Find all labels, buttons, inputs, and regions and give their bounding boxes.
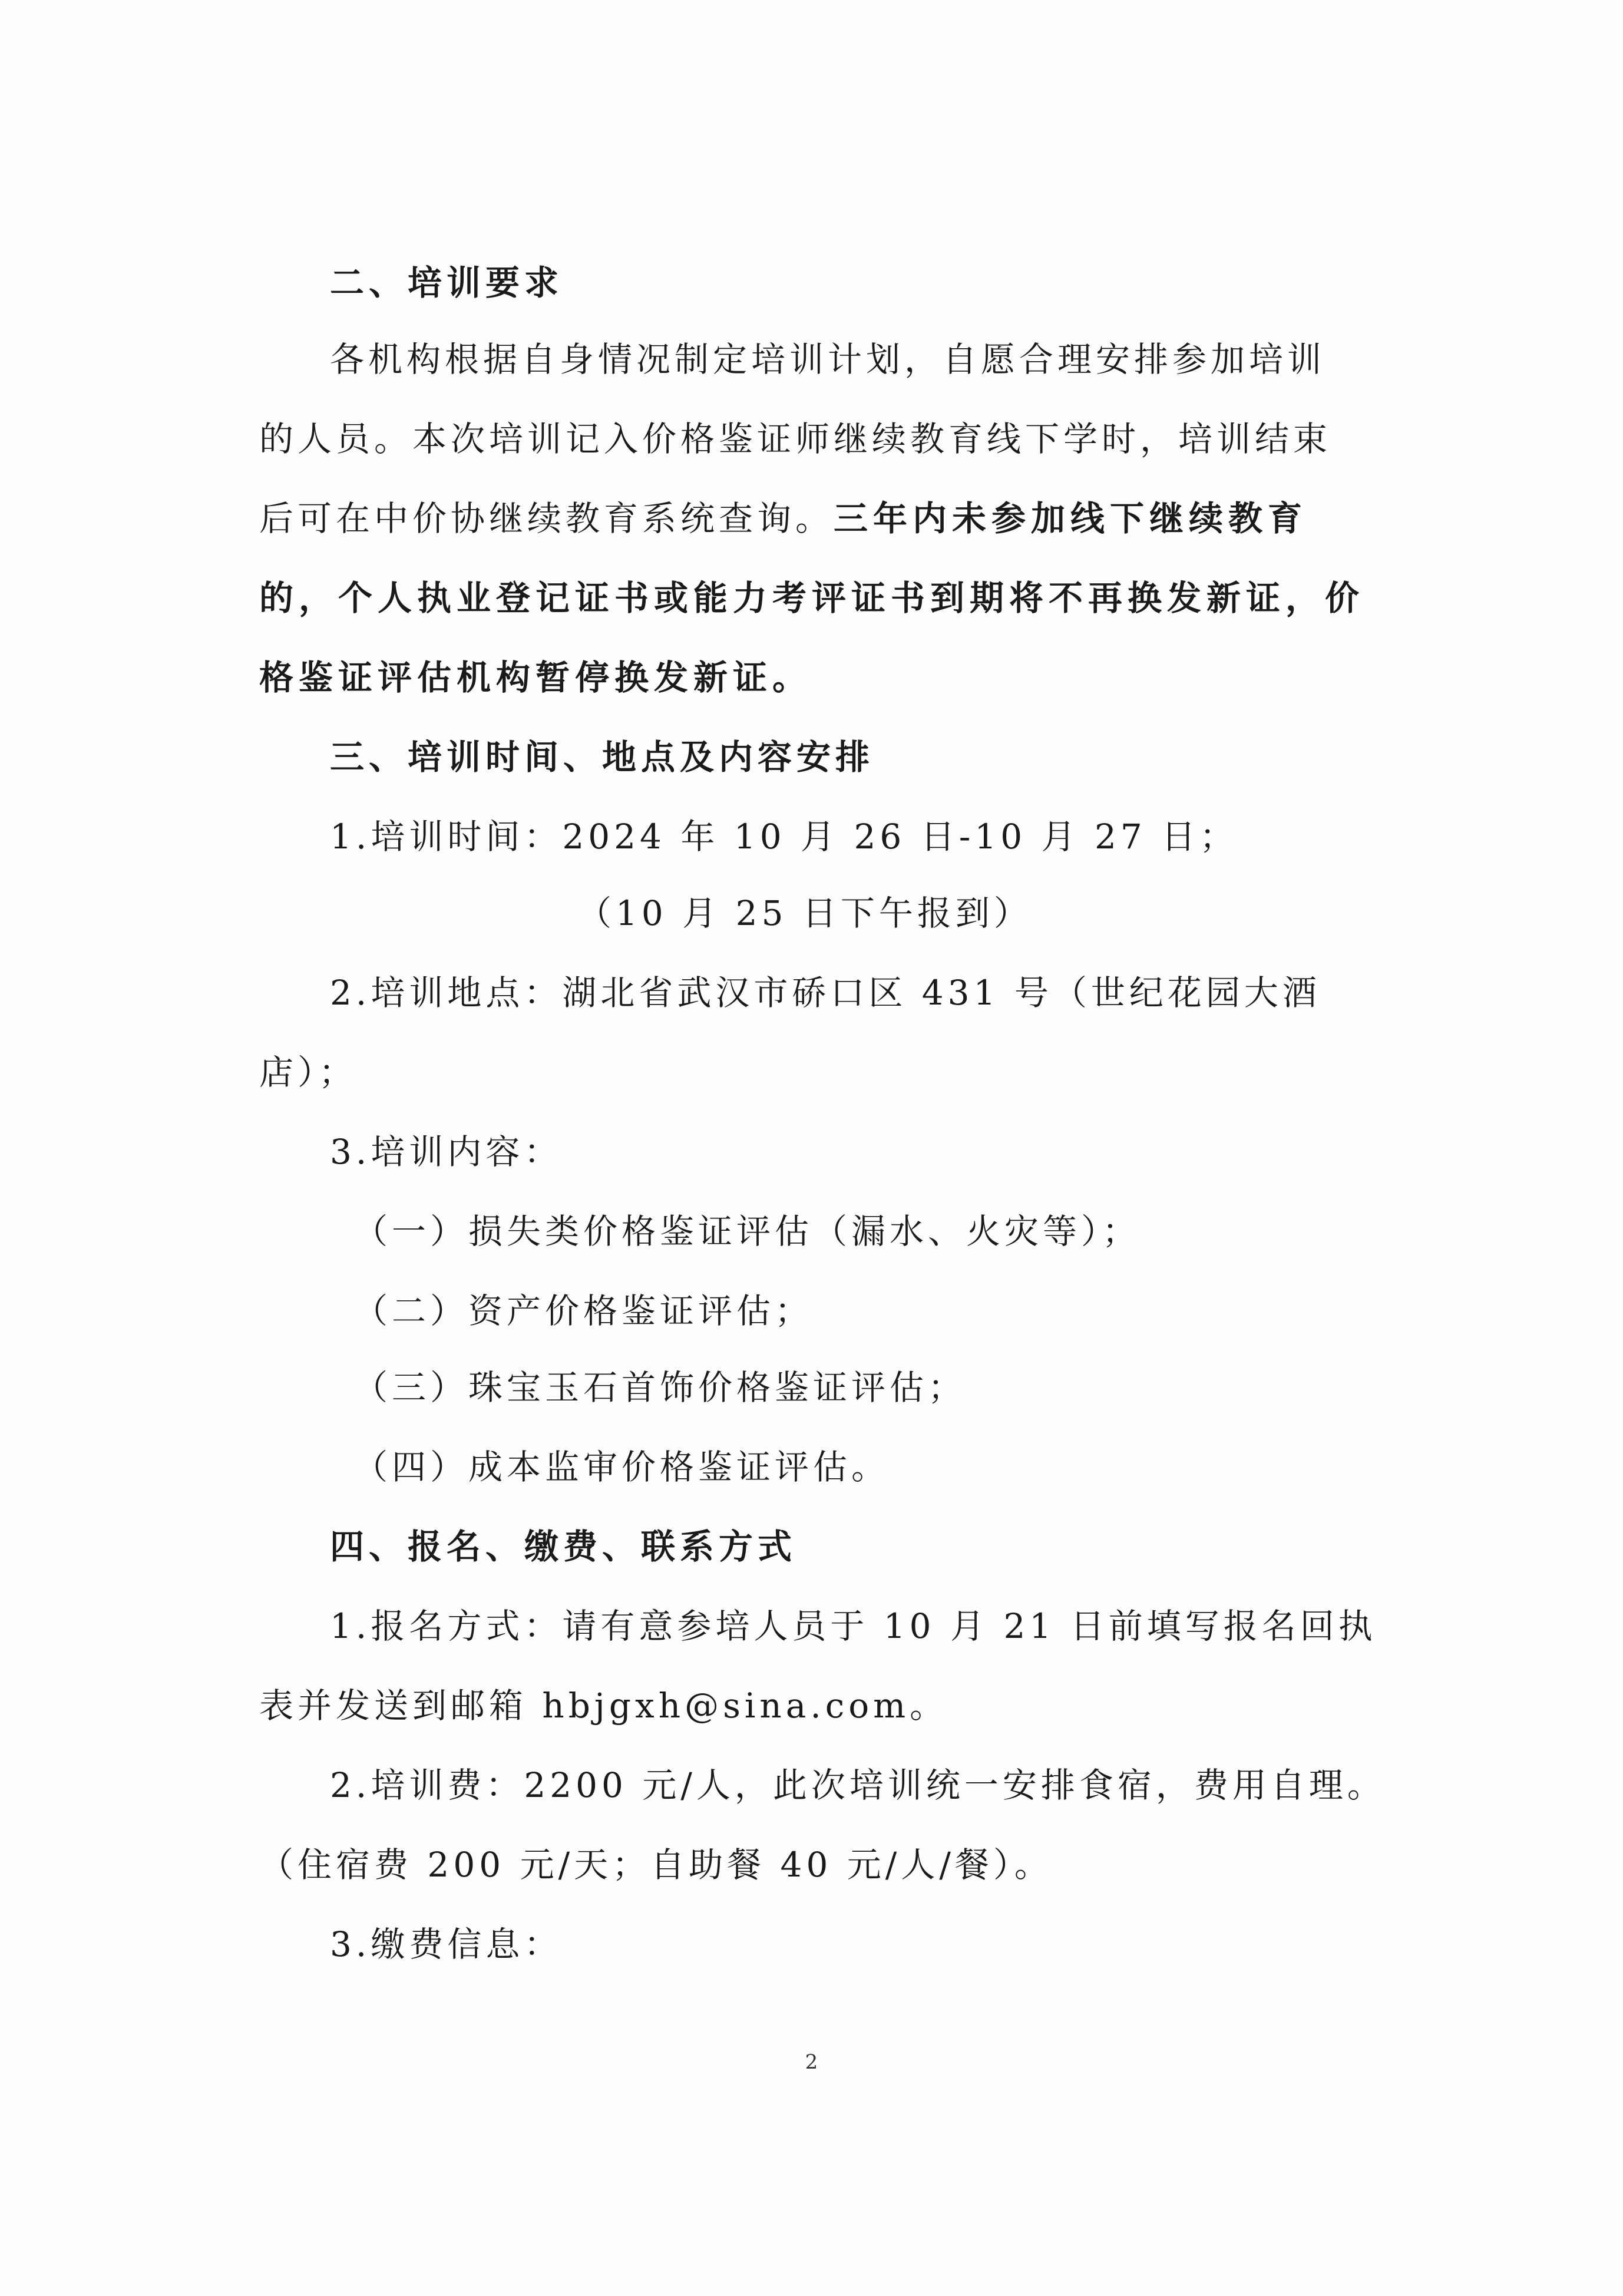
section-heading-training-requirements: 二、培训要求 (330, 263, 564, 303)
content-item: （二）资产价格鉴证评估； (353, 1291, 814, 1331)
paragraph-line: 各机构根据自身情况制定培训计划，自愿合理安排参加培训 (330, 339, 1326, 379)
emphasis-text: 三年内未参加线下继续教育 (834, 498, 1308, 539)
content-item: （一）损失类价格鉴证评估（漏水、火灾等）； (353, 1211, 1141, 1251)
training-fee: 2.培训费：2200 元/人，此次培训统一安排食宿，费用自理。 (330, 1765, 1386, 1805)
paragraph-line: 的人员。本次培训记入价格鉴证师继续教育线下学时，培训结束 (259, 419, 1332, 459)
training-location: 2.培训地点：湖北省武汉市硚口区 431 号（世纪花园大酒 (330, 973, 1321, 1013)
registration-note: （10 月 25 日下午报到） (577, 893, 1032, 933)
training-location-cont: 店）； (259, 1052, 358, 1092)
training-content-label: 3.培训内容： (330, 1132, 563, 1172)
fee-details: （住宿费 200 元/天；自助餐 40 元/人/餐）。 (259, 1845, 1053, 1885)
signup-method-cont: 表并发送到邮箱 hbjgxh@sina.com。 (259, 1686, 948, 1726)
page-number: 2 (805, 2050, 818, 2074)
paragraph-line-mixed (259, 498, 1387, 539)
signup-method: 1.报名方式：请有意参培人员于 10 月 21 日前填写报名回执 (330, 1606, 1377, 1646)
content-item: （三）珠宝玉石首饰价格鉴证评估； (353, 1367, 967, 1408)
paragraph-text: 后可在中价协继续教育系统查询。 (259, 498, 834, 539)
content-item: （四）成本监审价格鉴证评估。 (353, 1447, 890, 1487)
training-time: 1.培训时间：2024 年 10 月 26 日-10 月 27 日； (330, 817, 1238, 857)
emphasis-line: 的，个人执业登记证书或能力考评证书到期将不再换发新证，价 (259, 578, 1365, 618)
emphasis-line: 格鉴证评估机构暂停换发新证。 (259, 658, 812, 698)
section-heading-registration: 四、报名、缴费、联系方式 (330, 1527, 797, 1567)
payment-info-label: 3.缴费信息： (330, 1924, 563, 1964)
section-heading-schedule: 三、培训时间、地点及内容安排 (330, 737, 875, 777)
